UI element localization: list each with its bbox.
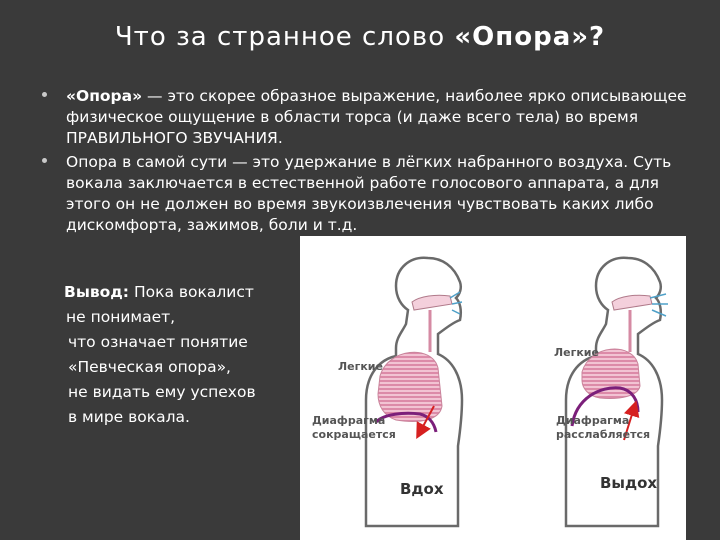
lungs bbox=[378, 352, 442, 421]
breathing-illustration bbox=[300, 236, 686, 540]
bullet-lead: «Опора» bbox=[66, 87, 143, 105]
conclusion-line-1 bbox=[64, 280, 256, 305]
lungs-label-right: Легкие bbox=[554, 346, 599, 359]
bullet-item-1 bbox=[42, 86, 692, 149]
breathing-diagram bbox=[300, 236, 686, 540]
bullet-icon bbox=[42, 158, 47, 163]
slide-title bbox=[0, 22, 720, 52]
conclusion-text: Пока вокалист bbox=[129, 283, 254, 301]
inhale-caption: Вдох bbox=[400, 480, 444, 498]
exhale-caption: Выдох bbox=[600, 474, 658, 492]
diaphragm-label-left-2: сокращается bbox=[312, 428, 396, 441]
bullet-item-2 bbox=[42, 152, 692, 236]
bullet-list bbox=[42, 86, 692, 239]
title-highlight: «Опора»? bbox=[454, 22, 606, 52]
lungs-label-left: Легкие bbox=[338, 360, 383, 373]
diaphragm-label-left-1: Диафрагма bbox=[312, 414, 386, 427]
conclusion-lead: Вывод: bbox=[64, 283, 130, 301]
diaphragm-label-right-2: расслабляется bbox=[556, 428, 651, 441]
conclusion-line-3: что означает понятие bbox=[68, 333, 248, 351]
bullet-icon bbox=[42, 92, 47, 97]
conclusion-line-2: не понимает, bbox=[66, 308, 176, 326]
diaphragm-label-right-1: Диафрагма bbox=[556, 414, 630, 427]
conclusion-line-4: «Певческая опора», bbox=[68, 358, 231, 376]
bullet-text: Опора в самой сути — это удержание в лёгких набранного воздуха. Суть вокала заключается в естественной работе голосового аппарата, а для этого он не должен во время звукоизвлечения чувствовать каких либо дискомфорта, зажимов, боли и т.д. bbox=[66, 153, 672, 234]
title-prefix: Что за странное слово bbox=[114, 22, 455, 52]
bullet-text: — это скорее образное выражение, наиболее ярко описывающее физическое ощущение в области торса (и даже всего тела) во время ПРАВИЛЬНОГО ЗВУЧАНИЯ. bbox=[66, 87, 687, 147]
conclusion bbox=[64, 280, 256, 430]
conclusion-line-6: в мире вокала. bbox=[68, 408, 190, 426]
conclusion-line-5: не видать ему успехов bbox=[68, 383, 256, 401]
